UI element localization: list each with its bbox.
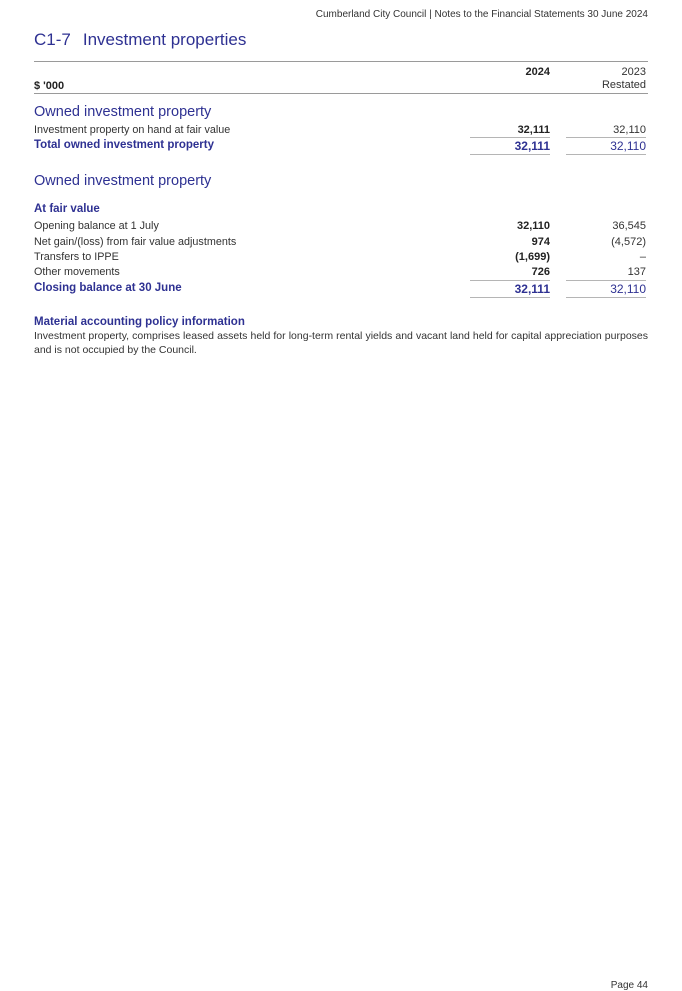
table-cell-2023: – [639,251,646,263]
table-row-label: Net gain/(loss) from fair value adjustments [34,236,237,248]
page-number: Page 44 [610,980,648,991]
note-number: C1-7 [34,30,71,49]
total-rule-2023 [566,154,646,155]
table-cell-2023: (4,572) [611,236,646,248]
column-header-2024: 2024 [525,66,550,78]
total-cell-2023: 32,110 [610,139,646,153]
table-row-label: Other movements [34,266,120,278]
section-title-owned-1: Owned investment property [34,104,212,120]
total-cell-2024: 32,111 [514,139,550,153]
column-header-restated: Restated [601,79,646,91]
total-rule-2024 [470,154,550,155]
subtotal-rule-2024 [470,280,550,281]
column-header-2023: 2023 [621,66,646,78]
table-cell-2024: 974 [531,236,550,248]
table-cell-2024: (1,699) [515,251,550,263]
table-cell-2024: 32,110 [516,220,550,232]
table-cell-2023: 32,110 [613,124,646,136]
subheading-fair-value: At fair value [34,203,100,215]
table-row-label: Transfers to IPPE [34,251,119,263]
policy-body: Investment property, comprises leased assets held for long-term rental yields and vacant land held for capital appreciation purposes and is not occupied by the Council. [34,330,648,356]
total-rule-2023 [566,297,646,298]
total-row-label: Closing balance at 30 June [34,282,182,294]
note-title [34,30,246,50]
table-header-rule [34,93,648,94]
subtotal-rule-2023 [566,137,646,138]
table-top-rule [34,61,648,62]
section-title-owned-2: Owned investment property [34,173,212,189]
table-row-label: Investment property on hand at fair value [34,124,231,136]
policy-heading: Material accounting policy information [34,316,245,328]
table-cell-2023: 137 [627,266,646,278]
note-title-text: Investment properties [82,30,247,49]
table-cell-2024: 32,111 [517,124,550,136]
table-cell-2024: 726 [531,266,550,278]
total-rule-2024 [470,297,550,298]
table-cell-2023: 36,545 [612,220,646,232]
table-row-label: Opening balance at 1 July [34,220,159,232]
unit-label: $ '000 [34,80,65,92]
total-cell-2023: 32,110 [610,282,646,296]
total-row-label: Total owned investment property [34,139,214,151]
total-cell-2024: 32,111 [514,282,550,296]
subtotal-rule-2023 [566,280,646,281]
subtotal-rule-2024 [470,137,550,138]
running-header: Cumberland City Council | Notes to the Financial Statements 30 June 2024 [315,9,648,20]
